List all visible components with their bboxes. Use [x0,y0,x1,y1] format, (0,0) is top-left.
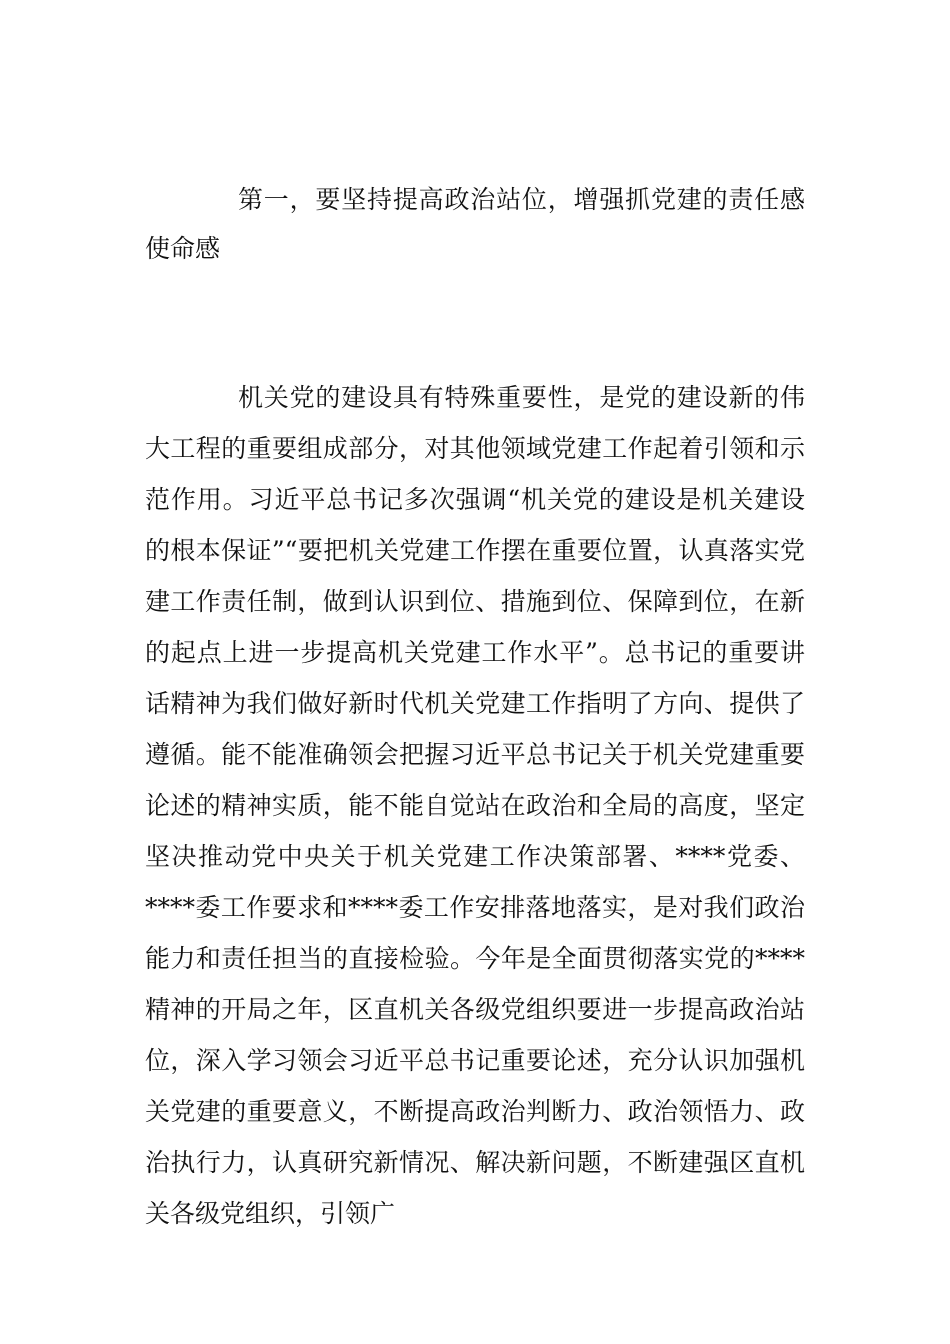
body-paragraph: 机关党的建设具有特殊重要性，是党的建设新的伟大工程的重要组成部分，对其他领域党建工作起着引领和示范作用。习近平总书记多次强调“机关党的建设是机关建设的根本保证”“要把机关党建工作摆在重要位置，认真落实党建工作责任制，做到认识到位、措施到位、保障到位，在新的起点上进一步提高机关党建工作水平”。总书记的重要讲话精神为我们做好新时代机关党建工作指明了方向、提供了遵循。能不能准确领会把握习近平总书记关于机关党建重要论述的精神实质，能不能自觉站在政治和全局的高度，坚定坚决推动党中央关于机关党建工作决策部署、****党委、****委工作要求和****委工作安排落地落实，是对我们政治能力和责任担当的直接检验。今年是全面贯彻落实党的****精神的开局之年，区直机关各级党组织要进一步提高政治站位，深入学习领会习近平总书记重要论述，充分认识加强机关党建的重要意义，不断提高政治判断力、政治领悟力、政治执行力，认真研究新情况、解决新问题，不断建强区直机关各级党组织，引领广 [145,383,805,1228]
section-heading: 第一，要坚持提高政治站位，增强抓党建的责任感使命感 [145,185,805,263]
